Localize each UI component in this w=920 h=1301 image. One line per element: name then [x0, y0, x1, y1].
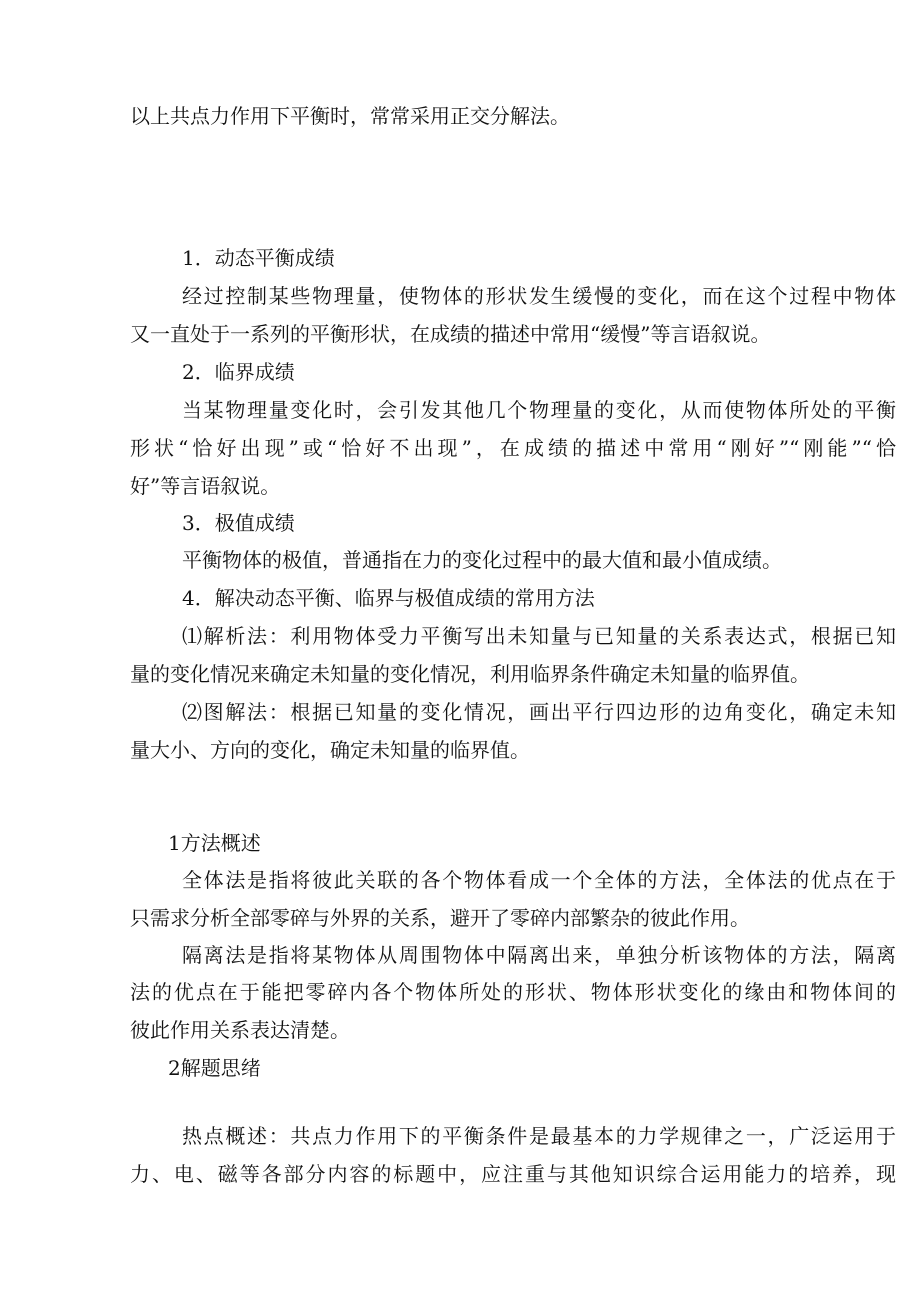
paragraph-line: 又一直处于一系列的平衡形状，在成绩的描述中常用“缓慢”等言语叙说。 [130, 322, 771, 346]
section-heading: 4．解决动态平衡、临界与极值成绩的常用方法 [182, 586, 595, 610]
section-heading: 3．极值成绩 [182, 511, 295, 535]
paragraph-line: 热点概述：共点力作用下的平衡条件是最基本的力学规律之一，广泛运用于 [182, 1124, 896, 1148]
paragraph-line: 当某物理量变化时，会引发其他几个物理量的变化，从而使物体所处的平衡 [182, 398, 896, 422]
paragraph-line: 量的变化情况来确定未知量的变化情况，利用临界条件确定未知量的临界值。 [130, 662, 810, 686]
paragraph-line: 以上共点力作用下平衡时，常常采用正交分解法。 [130, 104, 570, 128]
section-heading: 2解题思绪 [168, 1056, 261, 1080]
section-heading: 1方法概述 [168, 831, 261, 855]
paragraph-line: 只需求分析全部零碎与外界的关系，避开了零碎内部繁杂的彼此作用。 [130, 906, 750, 930]
section-heading: 1．动态平衡成绩 [182, 246, 335, 270]
paragraph-line: 力、电、磁等各部分内容的标题中，应注重与其他知识综合运用能力的培养，现 [130, 1162, 896, 1186]
paragraph-line: 平衡物体的极值，普通指在力的变化过程中的最大值和最小值成绩。 [182, 548, 782, 572]
paragraph-line: 全体法是指将彼此关联的各个物体看成一个全体的方法，全体法的优点在于 [182, 868, 896, 892]
paragraph-line: 好”等言语叙说。 [130, 474, 281, 498]
paragraph-line: 量大小、方向的变化，确定未知量的临界值。 [130, 738, 530, 762]
paragraph-line: ⑴解析法：利用物体受力平衡写出未知量与已知量的关系表达式，根据已知 [182, 624, 896, 648]
paragraph-line: 经过控制某些物理量，使物体的形状发生缓慢的变化，而在这个过程中物体 [182, 284, 896, 308]
section-heading: 2．临界成绩 [182, 360, 295, 384]
paragraph-line: 法的优点在于能把零碎内各个物体所处的形状、物体形状变化的缘由和物体间的 [130, 980, 896, 1004]
paragraph-line: 形状“恰好出现”或“恰好不出现”，在成绩的描述中常用“刚好”“刚能”“恰 [130, 436, 896, 460]
paragraph-line: ⑵图解法：根据已知量的变化情况，画出平行四边形的边角变化，确定未知 [182, 700, 896, 724]
paragraph-line: 彼此作用关系表达清楚。 [130, 1018, 350, 1042]
paragraph-line: 隔离法是指将某物体从周围物体中隔离出来，单独分析该物体的方法，隔离 [182, 943, 896, 967]
